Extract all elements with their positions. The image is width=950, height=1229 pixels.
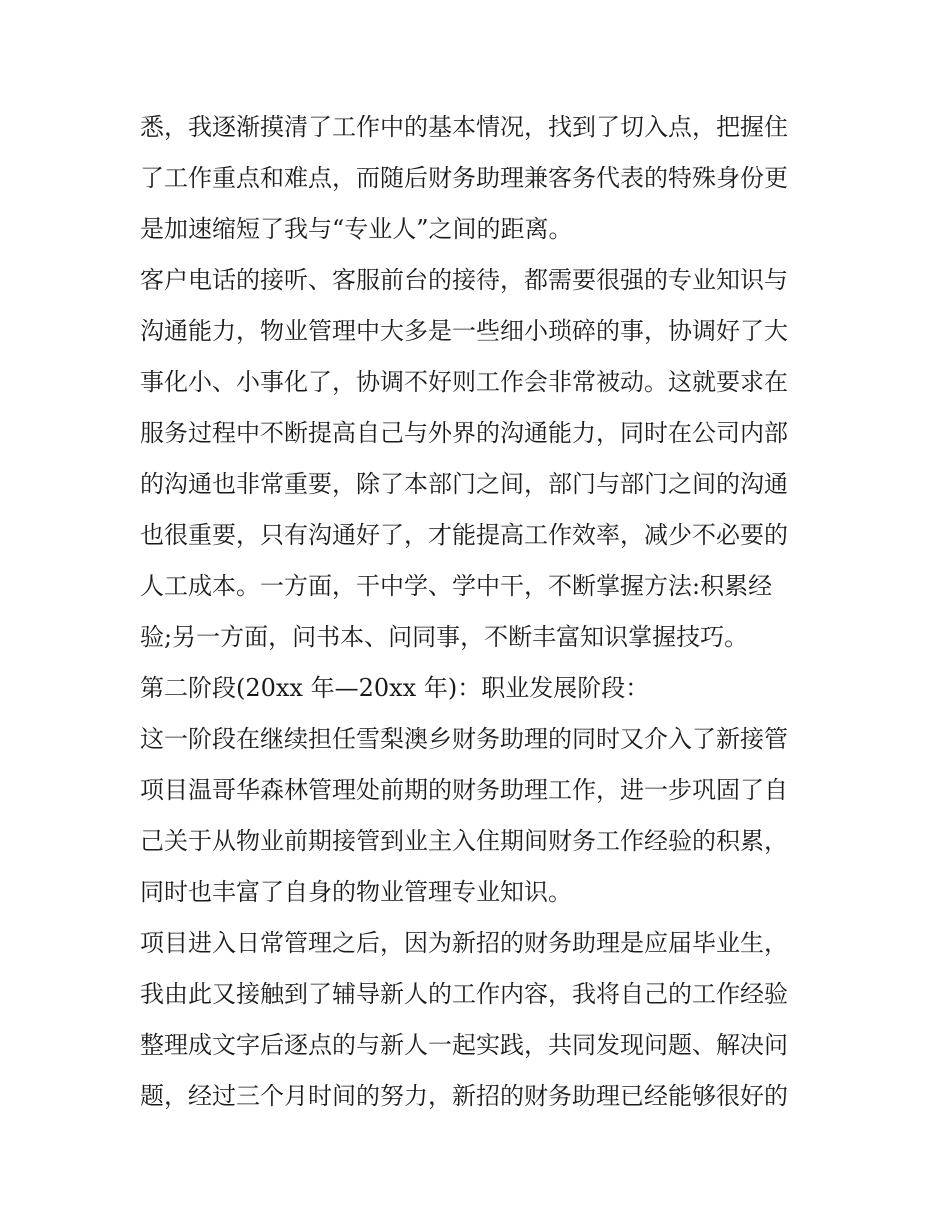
text-line: 人工成本。一方面，干中学、学中干，不断掌握方法:积累经 <box>140 572 773 600</box>
text-line: 客户电话的接听、客服前台的接待，都需要很强的专业知识与 <box>140 266 788 294</box>
section-heading: 第二阶段(20xx 年—20xx 年)：职业发展阶段： <box>140 674 650 702</box>
text-line: 这一阶段在继续担任雪梨澳乡财务助理的同时又介入了新接管 <box>140 725 788 753</box>
text-line: 验;另一方面，问书本、问同事，不断丰富知识掌握技巧。 <box>140 623 749 651</box>
text-line: 项目进入日常管理之后，因为新招的财务助理是应届毕业生， <box>140 929 788 957</box>
text-line: 己关于从物业前期接管到业主入住期间财务工作经验的积累， <box>140 827 788 855</box>
text-line: 的沟通也非常重要，除了本部门之间，部门与部门之间的沟通 <box>140 470 788 498</box>
text-line: 整理成文字后逐点的与新人一起实践，共同发现问题、解决问 <box>140 1031 788 1059</box>
text-line: 项目温哥华森林管理处前期的财务助理工作，进一步巩固了自 <box>140 776 788 804</box>
text-line: 也很重要，只有沟通好了，才能提高工作效率，减少不必要的 <box>140 521 788 549</box>
text-line: 同时也丰富了自身的物业管理专业知识。 <box>140 878 572 906</box>
text-line: 事化小、小事化了，协调不好则工作会非常被动。这就要求在 <box>140 368 788 396</box>
text-line: 悉，我逐渐摸清了工作中的基本情况，找到了切入点，把握住 <box>140 113 788 141</box>
text-line: 了工作重点和难点，而随后财务助理兼客务代表的特殊身份更 <box>140 164 788 192</box>
text-line: 是加速缩短了我与“专业人”之间的距离。 <box>140 215 573 243</box>
text-line: 沟通能力，物业管理中大多是一些细小琐碎的事，协调好了大 <box>140 317 788 345</box>
text-line: 我由此又接触到了辅导新人的工作内容，我将自己的工作经验 <box>140 980 788 1008</box>
text-line: 题，经过三个月时间的努力，新招的财务助理已经能够很好的 <box>140 1082 788 1110</box>
document-body <box>140 102 830 1122</box>
text-line: 服务过程中不断提高自己与外界的沟通能力，同时在公司内部 <box>140 419 788 447</box>
